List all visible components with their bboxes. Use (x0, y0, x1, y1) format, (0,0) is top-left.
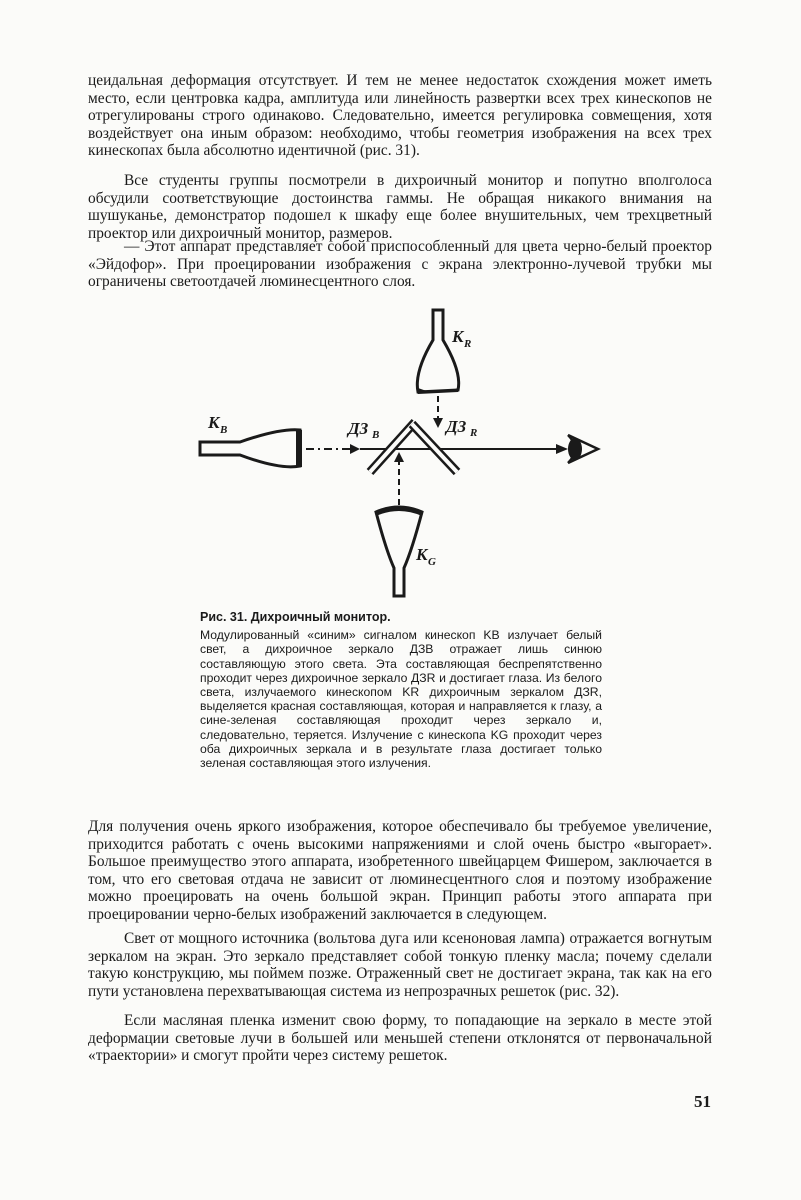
label-dzr-main: ДЗ (446, 417, 467, 436)
label-dzb-main: ДЗ (348, 419, 369, 438)
caption-title: Рис. 31. Дихроичный монитор. (200, 610, 391, 624)
label-kb-main: К (208, 413, 220, 432)
eye-icon (568, 435, 598, 463)
kinescope-kb (200, 430, 300, 467)
paragraph-2: Все студенты группы посмотрели в дихроичный монитор и попутно вполголоса обсудили соответствующие достоинства гаммы. Не обращая никакого внимания на шушуканье, демонстратор подошел к шкафу еще более внушительных, чем трехцветный проектор или дихроичный монитор, размеров. (88, 172, 712, 242)
label-kb-sub: B (220, 424, 228, 436)
label-kr-main: К (452, 327, 464, 346)
paragraph-6: Если масляная пленка изменит свою форму, то попадающие на зеркало в месте этой деформации световые лучи в большей или меньшей степени отклонятся от первоначальной «траектории» и смогут пройти через систему решеток. (88, 1012, 712, 1065)
paragraph-1: цеидальная деформация отсутствует. И тем не менее недостаток схождения может иметь место, если центровка кадра, амплитуда или линейность развертки всех трех кинескопов не отрегулированы строго одинаково. Следовательно, имеется регулировка совмещения, хотя воздействует она иным образом: необходимо, чтобы геометрия изображения на всех трех кинескопах была абсолютно идентичной (рис. 31). (88, 72, 712, 160)
label-dzr-sub: R (470, 427, 478, 439)
paragraph-4: Для получения очень яркого изображения, которое обеспечивало бы требуемое увеличение, приходится работать с очень высокими напряжениями и слой очень быстро «выгорает». Большое преимущество этого аппарата, изобретенного швейцарцем Фишером, заключается в том, что его световая отдача не зависит от люминесцентного слоя и поэтому изображение можно проецировать на очень большой экран. Принцип работы этого аппарата при проецировании черно-белых изображений заключается в следующем. (88, 818, 712, 923)
figure-dichroic-monitor (190, 300, 610, 610)
kinescope-kr (417, 310, 458, 392)
label-kr-sub: R (464, 338, 472, 350)
arrow-kg (394, 452, 404, 462)
paragraph-3: — Этот аппарат представляет собой приспособленный для цвета черно-белый проектор «Эйдофор». При проецировании изображения с экрана электронно-лучевой трубки мы ограничены светоотдачей люминесцентного слоя. (88, 238, 712, 291)
arrow-kr (433, 418, 443, 428)
label-kg-sub: G (428, 556, 436, 568)
figure-caption (200, 610, 602, 770)
page-number: 51 (694, 1092, 711, 1111)
paragraph-5: Свет от мощного источника (вольтова дуга или ксеноновая лампа) отражается вогнутым зеркалом на экран. Это зеркало представляет собой тонкую пленку масла; почему сделали такую конструкцию, мы поймем позже. Отраженный свет не достигает экрана, так как на его пути установлена перехватывающая система из непрозрачных решеток (рис. 32). (88, 930, 712, 1000)
label-dzb-sub: B (372, 429, 380, 441)
caption-body: Модулированный «синим» сигналом кинескоп KB излучает белый свет, а дихроичное зеркало ДЗB отражает лишь синюю составляющую этого света. Эта составляющая беспрепятственно проходит через дихроичное зеркало ДЗR и достигает глаза. Из белого света, излучаемого кинескопом KR дихроичным зеркалом ДЗR, выделяется красная составляющая, которая и направляется к глазу, а сине-зеленая составляющая проходит через зеркало и, следовательно, теряется. Излучение с кинескопа KG проходит через оба дихроичных зеркала и в результате глаза достигает только зеленая составляющая этого излучения. (200, 628, 602, 771)
arrow-kb (350, 444, 360, 454)
arrow-main (556, 444, 568, 454)
label-kg-main: К (416, 545, 428, 564)
dichroic-monitor-diagram (190, 300, 610, 610)
